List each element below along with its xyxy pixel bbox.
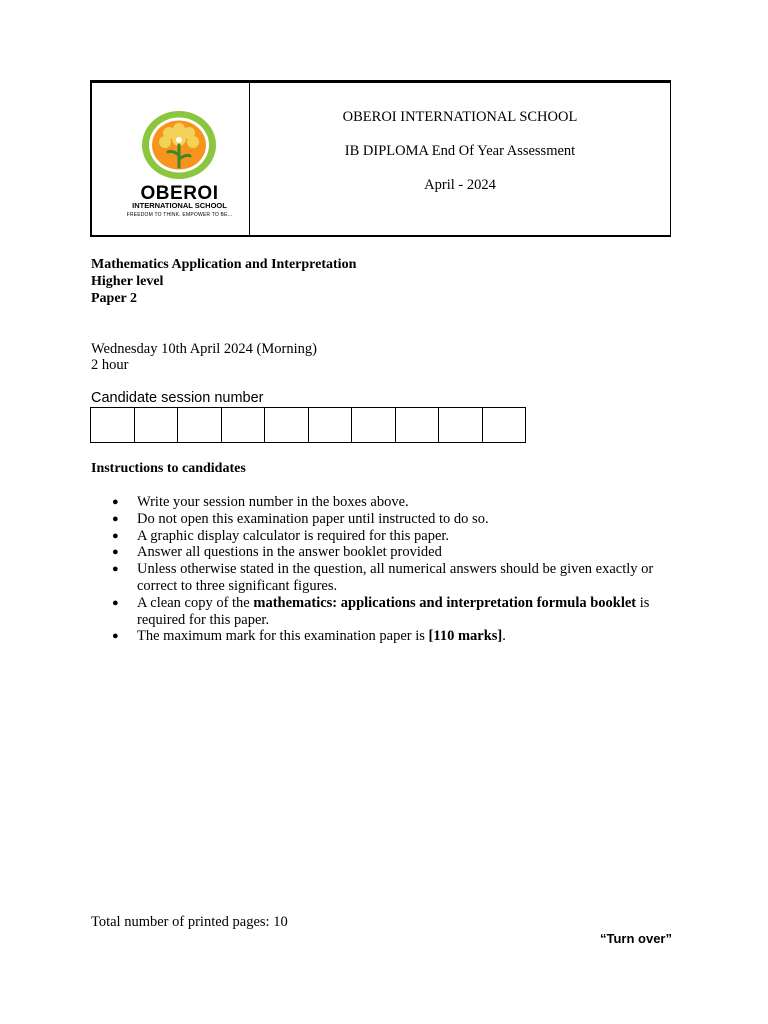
instruction-item xyxy=(91,528,676,545)
bullet-icon: ● xyxy=(112,630,119,643)
session-digit-box[interactable] xyxy=(396,408,440,442)
instruction-text: . xyxy=(502,628,506,645)
subject-title: Mathematics Application and Interpretation xyxy=(91,257,357,272)
printed-pages-count: Total number of printed pages: 10 xyxy=(91,914,288,930)
instruction-item xyxy=(91,628,676,645)
bullet-icon: ● xyxy=(112,546,119,559)
candidate-session-label: Candidate session number xyxy=(91,390,264,406)
instruction-text: Do not open this examination paper until instructed to do so. xyxy=(137,510,489,527)
bullet-icon: ● xyxy=(112,496,119,508)
instruction-emphasis: mathematics: applications and interpretation formula booklet xyxy=(253,594,637,611)
exam-date-time: Wednesday 10th April 2024 (Morning) xyxy=(91,341,317,357)
school-name: OBEROI INTERNATIONAL SCHOOL xyxy=(342,109,578,125)
exam-duration: 2 hour xyxy=(91,357,129,373)
turn-over-note: “Turn over” xyxy=(600,931,672,946)
instruction-text: Write your session number in the boxes above. xyxy=(137,494,409,510)
session-digit-box[interactable] xyxy=(265,408,309,442)
assessment-title: IB DIPLOMA End Of Year Assessment xyxy=(344,143,576,159)
instruction-item xyxy=(91,511,676,528)
session-digit-box[interactable] xyxy=(135,408,179,442)
instructions-list xyxy=(91,494,676,645)
instruction-text: Unless otherwise stated in the question, all numerical answers should be given exactly or correct to three significant figures. xyxy=(137,561,654,594)
instruction-text: is required for this paper. xyxy=(137,594,650,628)
session-digit-box[interactable] xyxy=(178,408,222,442)
logo-subtitle: INTERNATIONAL SCHOOL xyxy=(132,201,227,210)
instructions-heading: Instructions to candidates xyxy=(91,461,246,476)
session-digit-box[interactable] xyxy=(222,408,266,442)
bullet-icon: ● xyxy=(112,512,119,525)
instruction-text: Answer all questions in the answer booklet provided xyxy=(137,544,442,561)
instruction-text: The maximum mark for this examination paper is xyxy=(137,628,429,645)
subject-level: Higher level xyxy=(91,274,164,289)
session-digit-box[interactable] xyxy=(91,408,135,442)
candidate-session-boxes xyxy=(90,407,526,443)
instruction-item xyxy=(91,561,676,595)
bullet-icon: ● xyxy=(112,529,119,542)
instruction-item xyxy=(91,494,676,511)
header-box xyxy=(90,80,671,237)
school-logo xyxy=(92,83,249,235)
instruction-text: A clean copy of the xyxy=(137,594,254,611)
instruction-text: A graphic display calculator is required for this paper. xyxy=(137,527,450,544)
instruction-item xyxy=(91,595,676,629)
paper-number: Paper 2 xyxy=(91,291,138,306)
bullet-icon: ● xyxy=(112,596,119,609)
logo-tagline: FREEDOM TO THINK. EMPOWER TO BE... xyxy=(126,212,233,218)
school-emblem-icon xyxy=(139,109,219,183)
instruction-emphasis: [110 marks] xyxy=(428,628,503,645)
instruction-item xyxy=(91,544,676,561)
session-digit-box[interactable] xyxy=(352,408,396,442)
session-digit-box[interactable] xyxy=(309,408,353,442)
bullet-icon: ● xyxy=(112,563,119,576)
assessment-date: April - 2024 xyxy=(424,177,496,193)
session-digit-box[interactable] xyxy=(483,408,526,442)
session-digit-box[interactable] xyxy=(439,408,483,442)
logo-name: OBEROI xyxy=(140,183,219,204)
